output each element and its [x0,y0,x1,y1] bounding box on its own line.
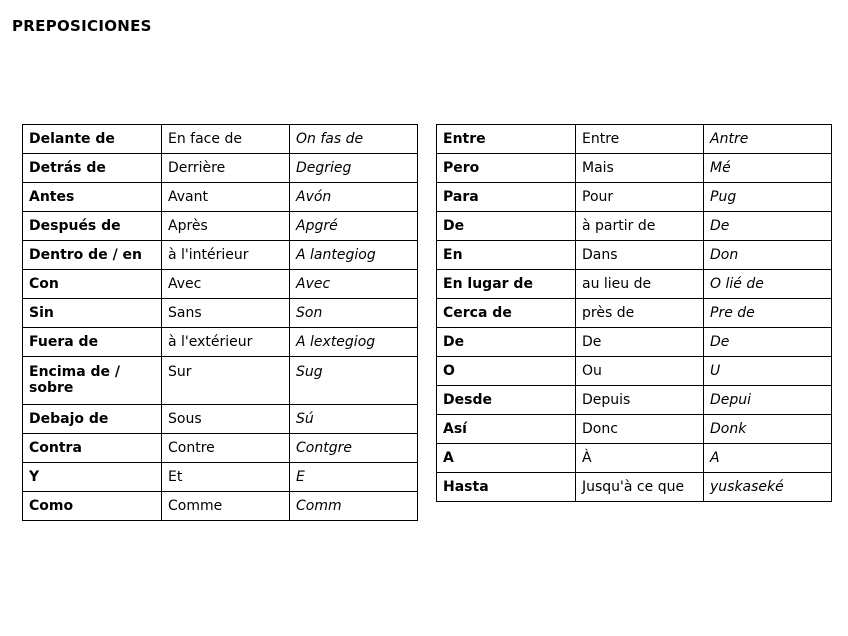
table-row [437,270,832,299]
spanish-cell: En lugar de [437,270,576,299]
page-title: PREPOSICIONES [12,17,152,35]
french-cell: Contre [162,434,290,463]
french-cell: près de [576,299,704,328]
french-cell: Donc [576,415,704,444]
pronunciation-cell: Mé [704,154,832,183]
pronunciation-cell: Comm [290,492,418,521]
pronunciation-cell: Donk [704,415,832,444]
spanish-cell: Debajo de [23,405,162,434]
table-row [437,444,832,473]
pronunciation-cell: Apgré [290,212,418,241]
table-row [437,328,832,357]
spanish-cell: Así [437,415,576,444]
french-cell: Avec [162,270,290,299]
pronunciation-cell: Depui [704,386,832,415]
table-row [23,405,418,434]
pronunciation-cell: De [704,328,832,357]
french-cell: Derrière [162,154,290,183]
spanish-cell: Con [23,270,162,299]
spanish-cell: Sin [23,299,162,328]
french-cell: à partir de [576,212,704,241]
pronunciation-cell: Sú [290,405,418,434]
french-cell: Ou [576,357,704,386]
table-row [23,241,418,270]
french-cell: Dans [576,241,704,270]
french-cell: au lieu de [576,270,704,299]
pronunciation-cell: Sug [290,357,418,405]
table-row [23,357,418,405]
spanish-cell: O [437,357,576,386]
table-row [23,183,418,212]
pronunciation-cell: Don [704,241,832,270]
table-row [437,183,832,212]
french-cell: Et [162,463,290,492]
spanish-cell: Dentro de / en [23,241,162,270]
french-cell: De [576,328,704,357]
table-row [23,212,418,241]
table-row [23,154,418,183]
pronunciation-cell: Antre [704,125,832,154]
spanish-cell: De [437,328,576,357]
spanish-cell: Delante de [23,125,162,154]
table-row [23,328,418,357]
french-cell: à l'intérieur [162,241,290,270]
pronunciation-cell: U [704,357,832,386]
pronunciation-cell: A lextegiog [290,328,418,357]
table-row [23,270,418,299]
table-row [23,299,418,328]
spanish-cell: Fuera de [23,328,162,357]
prepositions-table-right [436,124,832,502]
pronunciation-cell: Avón [290,183,418,212]
table-row [23,125,418,154]
pronunciation-cell: Pug [704,183,832,212]
french-cell: À [576,444,704,473]
spanish-cell: Después de [23,212,162,241]
pronunciation-cell: yuskaseké [704,473,832,502]
table-row [437,154,832,183]
spanish-cell: De [437,212,576,241]
table-body-right [437,125,832,502]
spanish-cell: Pero [437,154,576,183]
table-row [23,492,418,521]
pronunciation-cell: O lié de [704,270,832,299]
french-cell: à l'extérieur [162,328,290,357]
french-cell: Sur [162,357,290,405]
french-cell: Sous [162,405,290,434]
table-row [437,212,832,241]
spanish-cell: En [437,241,576,270]
spanish-cell: Como [23,492,162,521]
pronunciation-cell: Degrieg [290,154,418,183]
spanish-cell: Antes [23,183,162,212]
french-cell: Entre [576,125,704,154]
pronunciation-cell: On fas de [290,125,418,154]
spanish-cell: Desde [437,386,576,415]
french-cell: Sans [162,299,290,328]
french-cell: Comme [162,492,290,521]
french-cell: En face de [162,125,290,154]
prepositions-table-left [22,124,418,521]
pronunciation-cell: E [290,463,418,492]
table-row [23,463,418,492]
spanish-cell: Cerca de [437,299,576,328]
table-row [437,299,832,328]
pronunciation-cell: Contgre [290,434,418,463]
french-cell: Depuis [576,386,704,415]
french-cell: Mais [576,154,704,183]
pronunciation-cell: De [704,212,832,241]
table-body-left [23,125,418,521]
french-cell: Après [162,212,290,241]
french-cell: Jusqu'à ce que [576,473,704,502]
pronunciation-cell: A [704,444,832,473]
table-row [437,473,832,502]
table-row [437,241,832,270]
spanish-cell: Contra [23,434,162,463]
pronunciation-cell: Son [290,299,418,328]
pronunciation-cell: A lantegiog [290,241,418,270]
spanish-cell: Detrás de [23,154,162,183]
french-cell: Pour [576,183,704,212]
pronunciation-cell: Avec [290,270,418,299]
spanish-cell: Para [437,183,576,212]
spanish-cell: A [437,444,576,473]
pronunciation-cell: Pre de [704,299,832,328]
table-row [23,434,418,463]
spanish-cell: Y [23,463,162,492]
french-cell: Avant [162,183,290,212]
spanish-cell: Hasta [437,473,576,502]
table-row [437,386,832,415]
spanish-cell: Entre [437,125,576,154]
spanish-cell: Encima de / sobre [23,357,162,405]
table-row [437,125,832,154]
table-row [437,415,832,444]
table-row [437,357,832,386]
